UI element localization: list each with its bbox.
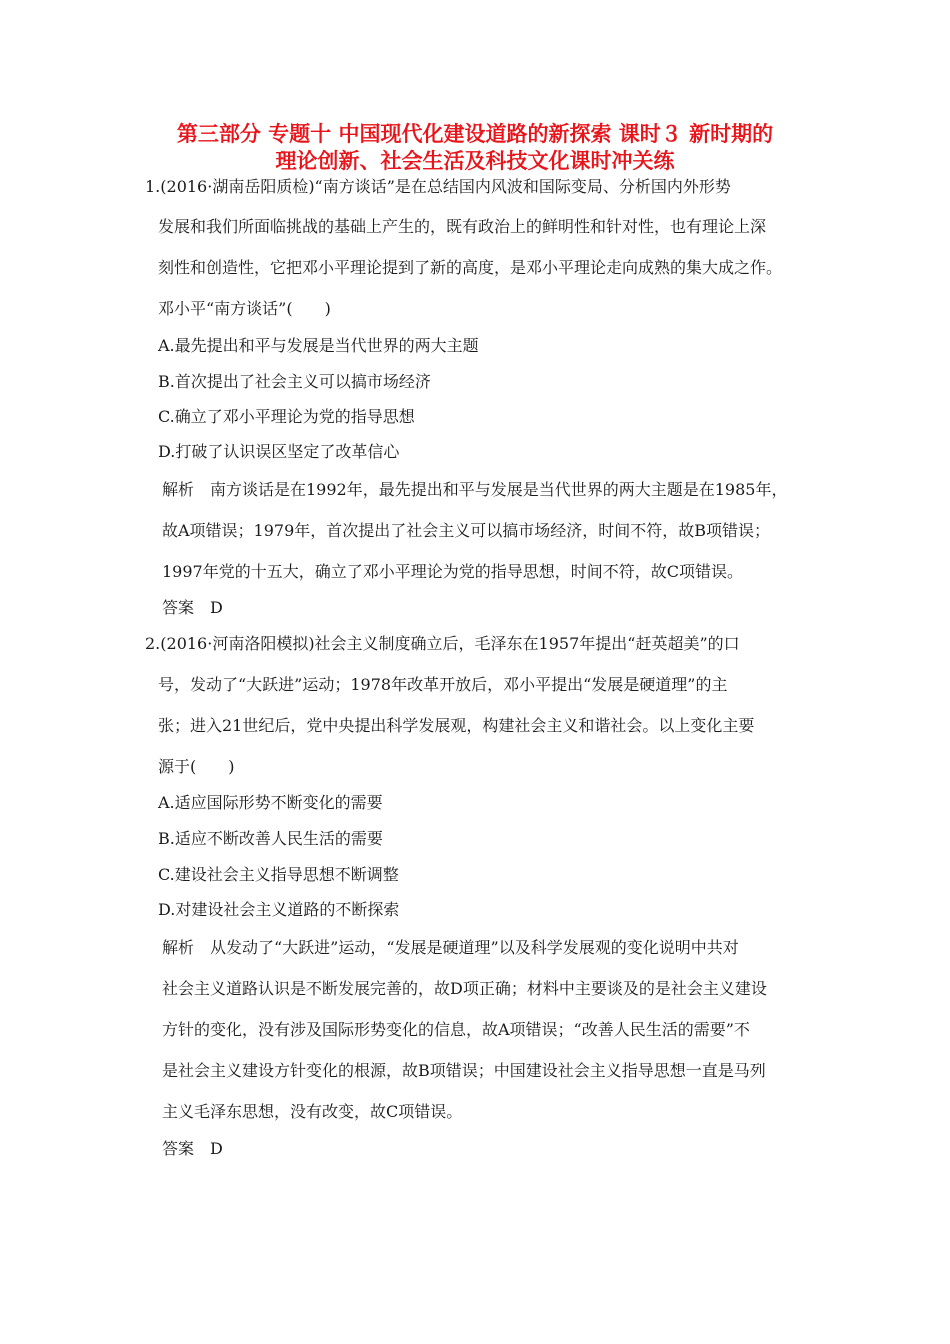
question-2-option-c: C.建设社会主义指导思想不断调整	[158, 865, 399, 884]
question-1-option-c: C.确立了邓小平理论为党的指导思想	[158, 407, 415, 426]
question-2-analysis-line: 方针的变化，没有涉及国际形势变化的信息，故A项错误；“改善人民生活的需要”不	[162, 1020, 750, 1039]
question-1-stem-line: 1.(2016·湖南岳阳质检)“南方谈话”是在总结国内风波和国际变局、分析国内外形势	[145, 177, 731, 196]
question-2-analysis-line: 主义毛泽东思想，没有改变，故C项错误。	[162, 1102, 463, 1121]
question-2-analysis-line: 是社会主义建设方针变化的根源，故B项错误；中国建设社会主义指导思想一直是马列	[162, 1061, 766, 1080]
question-2-option-b: B.适应不断改善人民生活的需要	[158, 829, 383, 848]
question-1-analysis-line: 解析 南方谈话是在1992年，最先提出和平与发展是当代世界的两大主题是在1985年，	[162, 480, 788, 499]
question-2-answer: 答案 D	[162, 1139, 223, 1158]
question-2-analysis-line: 解析 从发动了“大跃进”运动，“发展是硬道理”以及科学发展观的变化说明中共对	[162, 938, 739, 957]
question-2-option-a: A.适应国际形势不断变化的需要	[158, 793, 383, 812]
question-1-option-b: B.首次提出了社会主义可以搞市场经济	[158, 372, 431, 391]
question-1-stem-line: 发展和我们所面临挑战的基础上产生的，既有政治上的鲜明性和针对性，也有理论上深	[158, 217, 767, 236]
question-2-stem-line: 源于( )	[158, 757, 235, 776]
question-2-analysis-line: 社会主义道路认识是不断发展完善的，故D项正确；材料中主要谈及的是社会主义建设	[162, 979, 767, 998]
question-2-stem-line: 号，发动了“大跃进”运动；1978年改革开放后，邓小平提出“发展是硬道理”的主	[158, 675, 728, 694]
question-2-stem-line: 2.(2016·河南洛阳模拟)社会主义制度确立后，毛泽东在1957年提出“赶英超美”的口	[145, 634, 740, 653]
document-title-line-1: 第三部分 专题十 中国现代化建设道路的新探索 课时３ 新时期的	[176, 122, 774, 146]
document-title-line-2: 理论创新、社会生活及科技文化课时冲关练	[275, 149, 675, 173]
question-1-option-a: A.最先提出和平与发展是当代世界的两大主题	[158, 336, 479, 355]
question-1-option-d: D.打破了认识误区坚定了改革信心	[158, 442, 400, 461]
question-1-analysis-line: 1997年党的十五大，确立了邓小平理论为党的指导思想，时间不符，故C项错误。	[162, 562, 743, 581]
question-2-stem-line: 张；进入21世纪后，党中央提出科学发展观，构建社会主义和谐社会。以上变化主要	[158, 716, 755, 735]
question-1-stem-line: 刻性和创造性，它把邓小平理论提到了新的高度，是邓小平理论走向成熟的集大成之作。	[158, 258, 783, 277]
question-1-stem-line: 邓小平“南方谈话”( )	[158, 299, 331, 318]
question-2-option-d: D.对建设社会主义道路的不断探索	[158, 900, 400, 919]
question-1-analysis-line: 故A项错误；1979年，首次提出了社会主义可以搞市场经济，时间不符，故B项错误；	[162, 521, 771, 540]
question-1-answer: 答案 D	[162, 598, 223, 617]
